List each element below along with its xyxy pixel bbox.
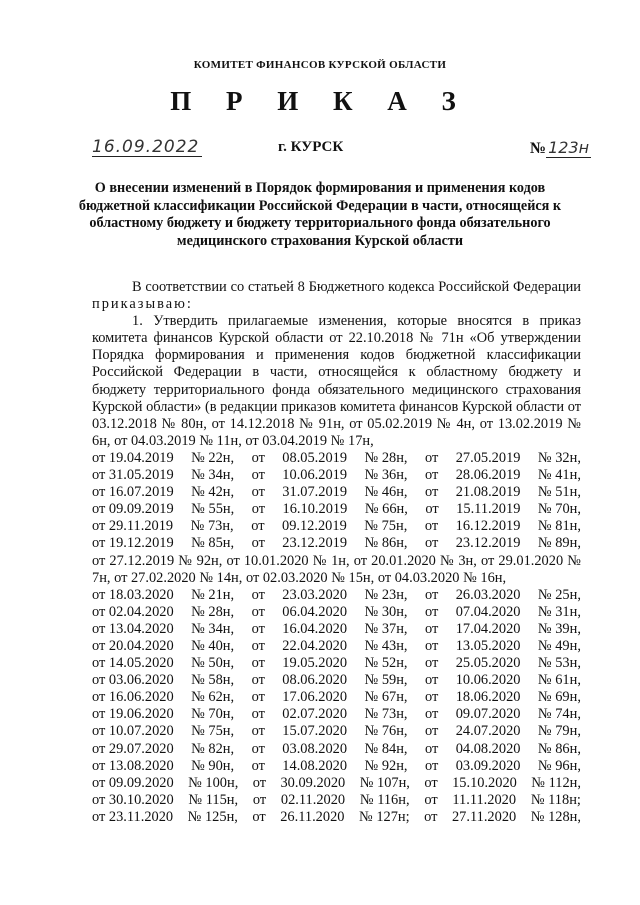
amendment-cell: от <box>251 706 265 723</box>
amendment-row <box>92 706 581 723</box>
amendment-cell: 17.04.2020 <box>455 620 521 637</box>
amendment-cell: от <box>252 774 267 791</box>
amendment-cell: 02.11.2020 <box>280 791 346 808</box>
organization-name: КОМИТЕТ ФИНАНСОВ КУРСКОЙ ОБЛАСТИ <box>193 59 447 71</box>
amendment-cell: 22.04.2020 <box>282 637 348 654</box>
amendment-cell: № 128н, <box>530 808 581 825</box>
amendment-row <box>92 792 581 809</box>
amendment-cell: от 16.06.2020 <box>92 689 174 706</box>
amendment-cell: от <box>251 757 265 774</box>
amendment-cell: № 34н, <box>191 620 235 637</box>
amendment-cell: от 30.10.2020 <box>92 791 174 808</box>
amendment-cell: от <box>251 603 265 620</box>
amendment-cell: № 23н, <box>364 586 408 603</box>
amendment-cell: № 53н, <box>537 655 581 672</box>
amendment-cell: от 23.11.2020 <box>92 808 174 825</box>
amendment-cell: от 13.08.2020 <box>92 757 174 774</box>
amendment-cell: 13.05.2020 <box>455 637 521 654</box>
amendment-cell: № 40н, <box>191 637 235 654</box>
preamble <box>92 279 581 313</box>
amendment-cell: 08.05.2019 <box>282 449 348 466</box>
amendment-cell: № 28н, <box>191 603 235 620</box>
amendment-cell: 15.10.2020 <box>452 774 517 791</box>
amendment-cell: № 51н, <box>537 484 581 501</box>
amendment-cell: № 86н, <box>537 740 581 757</box>
amendment-cell: № 46н, <box>364 484 408 501</box>
amendment-row <box>92 484 581 501</box>
amendment-cell: от <box>424 706 439 723</box>
amendment-row <box>92 638 581 655</box>
amendment-cell: № 107н, <box>359 774 410 791</box>
amendment-cell: от <box>424 757 439 774</box>
preamble-end: : <box>186 296 191 313</box>
amendment-cell: от <box>251 620 265 637</box>
amendment-row <box>92 450 581 467</box>
amendment-cell: от <box>424 723 439 740</box>
amendment-cell: 23.12.2019 <box>282 535 348 552</box>
amendment-cell: № 67н, <box>364 689 408 706</box>
amendment-cell: № 37н, <box>364 620 408 637</box>
amendment-cell: 07.04.2020 <box>455 603 521 620</box>
amendment-cell: 25.05.2020 <box>455 655 521 672</box>
amendment-cell: 17.06.2020 <box>282 689 348 706</box>
amendment-cell: № 30н, <box>364 603 408 620</box>
preamble-text: В соответствии со статьей 8 Бюджетного кодекса Российской Федерации <box>132 279 581 295</box>
amendment-cell: № 43н, <box>364 637 408 654</box>
amendment-cell: от <box>251 672 265 689</box>
amendment-cell: от <box>251 484 265 501</box>
amendment-cell: № 76н, <box>364 723 408 740</box>
amendment-cell: № 69н, <box>537 689 581 706</box>
amendment-cell: от <box>424 672 439 689</box>
amendment-cell: от <box>424 603 439 620</box>
amendment-cell: № 115н, <box>188 791 239 808</box>
amendment-cell: от <box>251 535 265 552</box>
amendment-cell: № 81н, <box>537 518 581 535</box>
amendment-cell: от <box>424 449 439 466</box>
amendment-cell: от 19.06.2020 <box>92 706 174 723</box>
document-city: г. КУРСК <box>278 139 344 155</box>
amendment-cell: 16.12.2019 <box>455 518 521 535</box>
amendment-cell: 16.10.2019 <box>282 501 348 518</box>
amendment-cell: № 52н, <box>364 655 408 672</box>
amendment-cell: № 90н, <box>191 757 235 774</box>
amendment-cell: 15.07.2020 <box>282 723 348 740</box>
amendment-cell: 09.07.2020 <box>455 706 521 723</box>
amendment-row <box>92 775 581 792</box>
amendment-row <box>92 723 581 740</box>
amendment-cell: от <box>424 774 438 791</box>
order-body <box>92 279 581 826</box>
amendment-cell: 06.04.2020 <box>282 603 348 620</box>
amendment-cell: 03.08.2020 <box>282 740 348 757</box>
amendments-paragraph-mid: от 27.12.2019 № 92н, от 10.01.2020 № 1н, от 20.01.2020 № 3н, от 29.01.2020 № 7н, от 27.02.2020 № 14н, от 02.03.2020 № 15н, от 04.03.2020 № 16н, <box>92 552 581 586</box>
amendment-cell: № 50н, <box>191 655 235 672</box>
amendment-row <box>92 587 581 604</box>
amendment-cell: № 92н, <box>364 757 408 774</box>
amendment-cell: № 61н, <box>537 672 581 689</box>
amendment-cell: от 03.06.2020 <box>92 672 174 689</box>
amendment-cell: от 31.05.2019 <box>92 467 174 484</box>
amendment-cell: от <box>424 740 439 757</box>
amendment-cell: № 41н, <box>537 467 581 484</box>
amendment-cell: от <box>251 637 265 654</box>
amendment-cell: 21.08.2019 <box>455 484 521 501</box>
amendment-cell: от <box>424 791 438 808</box>
amendment-cell: от 16.07.2019 <box>92 484 174 501</box>
amendment-cell: 03.09.2020 <box>455 757 521 774</box>
amendment-cell: № 116н, <box>359 791 410 808</box>
amendment-cell: № 74н, <box>537 706 581 723</box>
amendment-cell: от 02.04.2020 <box>92 603 174 620</box>
amendment-cell: от 18.03.2020 <box>92 586 174 603</box>
amendment-cell: от <box>251 449 265 466</box>
amendment-cell: № 96н, <box>537 757 581 774</box>
amendment-cell: 28.06.2019 <box>455 467 521 484</box>
amendment-cell: № 84н, <box>364 740 408 757</box>
amendment-cell: 26.11.2020 <box>280 808 345 825</box>
amendment-cell: 31.07.2019 <box>282 484 348 501</box>
amendment-cell: от <box>251 501 266 518</box>
amendment-cell: № 49н, <box>537 637 581 654</box>
amendment-cell: от 29.07.2020 <box>92 740 174 757</box>
document-date: 16.09.2022 <box>92 138 202 157</box>
amendment-cell: 14.08.2020 <box>282 757 348 774</box>
amendment-cell: № 42н, <box>191 484 235 501</box>
amendment-cell: от <box>251 689 265 706</box>
amendment-cell: № 36н, <box>364 467 408 484</box>
amendment-cell: от <box>424 467 439 484</box>
amendment-cell: № 22н, <box>191 449 235 466</box>
amendment-row <box>92 535 581 552</box>
amendment-row <box>92 501 581 518</box>
amendment-cell: № 58н, <box>191 672 235 689</box>
amendment-cell: 09.12.2019 <box>282 518 347 535</box>
amendment-cell: от <box>252 808 266 825</box>
amendment-cell: от <box>424 484 439 501</box>
amendment-row <box>92 518 581 535</box>
amendment-cell: 08.06.2020 <box>282 672 348 689</box>
amendment-cell: № 25н, <box>537 586 581 603</box>
amendment-cell: № 82н, <box>191 740 235 757</box>
amendment-cell: № 125н, <box>187 808 238 825</box>
amendment-cell: от <box>424 620 439 637</box>
amendment-cell: № 118н; <box>530 791 581 808</box>
amendment-cell: № 70н, <box>191 706 235 723</box>
amendment-cell: № 86н, <box>364 535 408 552</box>
amendment-cell: от <box>424 518 439 535</box>
amendment-cell: от 19.12.2019 <box>92 535 174 552</box>
amendment-cell: от <box>251 655 265 672</box>
amendment-cell: 15.11.2019 <box>456 501 521 518</box>
amendment-cell: от <box>251 518 265 535</box>
amendment-cell: № 32н, <box>537 449 581 466</box>
amendment-cell: от <box>424 586 439 603</box>
amendment-cell: 24.07.2020 <box>455 723 521 740</box>
amendments-list-b <box>92 587 581 826</box>
amendment-row <box>92 758 581 775</box>
amendment-cell: 30.09.2020 <box>280 774 346 791</box>
amendment-cell: 11.11.2020 <box>452 791 517 808</box>
document-number <box>530 138 591 158</box>
amendment-cell: от <box>251 740 265 757</box>
amendment-cell: № 75н, <box>364 518 408 535</box>
amendment-cell: № 34н, <box>191 467 235 484</box>
amendment-cell: 02.07.2020 <box>282 706 348 723</box>
amendment-cell: № 66н, <box>364 501 408 518</box>
amendment-cell: 10.06.2020 <box>455 672 521 689</box>
amendment-cell: № 31н, <box>537 603 581 620</box>
amendment-row <box>92 689 581 706</box>
amendment-cell: № 89н, <box>537 535 581 552</box>
amendment-cell: от 29.11.2019 <box>92 518 174 535</box>
amendment-cell: № 39н, <box>537 620 581 637</box>
amendment-cell: от <box>425 501 439 518</box>
amendment-cell: № 59н, <box>364 672 408 689</box>
amendment-cell: 18.06.2020 <box>455 689 521 706</box>
amendment-cell: № 62н, <box>191 689 235 706</box>
amendment-cell: от <box>424 637 439 654</box>
amendment-row <box>92 809 581 826</box>
item-1-paragraph: 1. Утвердить прилагаемые изменения, которые вносятся в приказ комитета финансов Курской области от 22.10.2018 № 71н «Об утверждении Порядка формирования и применения кодов бюджетной классификации Российской Федерации в части, относящейся к областному бюджету и бюджету территориального фонда обязательного медицинского страхования Курской области» (в редакции приказов комитета финансов Курской области от 03.12.2018 № 80н, от 14.12.2018 № 91н, от 05.02.2019 № 4н, от 13.02.2019 № 6н, от 04.03.2019 № 11н, от 03.04.2019 № 17н, <box>92 313 581 449</box>
amendment-cell: 23.03.2020 <box>282 586 348 603</box>
amendment-cell: 27.11.2020 <box>451 808 517 825</box>
amendment-cell: 04.08.2020 <box>455 740 521 757</box>
amendment-cell: № 73н, <box>190 518 234 535</box>
amendment-cell: № 70н, <box>537 501 581 518</box>
amendment-cell: № 79н, <box>537 723 581 740</box>
order-heading: О внесении изменений в Порядок формирования и применения кодов бюджетной классификации Российской Федерации в части, относящейся к областному бюджету и бюджету территориального фонда обязательного медицинского страхования Курской области <box>78 180 562 249</box>
amendment-cell: от <box>252 791 267 808</box>
amendment-cell: от 10.07.2020 <box>92 723 174 740</box>
amendment-cell: от <box>251 586 265 603</box>
amendment-cell: 26.03.2020 <box>455 586 521 603</box>
amendment-cell: от 13.04.2020 <box>92 620 174 637</box>
amendment-cell: от <box>251 723 265 740</box>
amendment-cell: от 14.05.2020 <box>92 655 174 672</box>
amendment-cell: № 28н, <box>364 449 408 466</box>
number-prefix: № <box>530 140 547 157</box>
amendment-cell: от 20.04.2020 <box>92 637 174 654</box>
amendment-cell: № 55н, <box>191 501 235 518</box>
amendment-cell: № 75н, <box>191 723 235 740</box>
amendments-list-a <box>92 450 581 553</box>
amendment-row <box>92 655 581 672</box>
amendment-cell: № 73н, <box>364 706 408 723</box>
amendment-cell: от 09.09.2020 <box>92 774 174 791</box>
number-handwritten: 123н <box>548 138 590 157</box>
amendment-cell: от <box>251 467 265 484</box>
amendment-row <box>92 621 581 638</box>
amendment-cell: № 127н; <box>359 808 410 825</box>
amendment-cell: от 09.09.2019 <box>92 501 174 518</box>
amendment-cell: 23.12.2019 <box>455 535 521 552</box>
amendment-cell: № 21н, <box>191 586 235 603</box>
amendment-cell: № 100н, <box>188 774 239 791</box>
amendment-cell: от <box>424 655 439 672</box>
amendment-cell: от <box>424 689 439 706</box>
amendment-row <box>92 604 581 621</box>
amendment-cell: № 85н, <box>191 535 235 552</box>
amendment-row <box>92 672 581 689</box>
amendment-cell: от <box>424 535 439 552</box>
amendment-cell: 27.05.2019 <box>455 449 521 466</box>
amendment-cell: 10.06.2019 <box>282 467 348 484</box>
document-title: П Р И К А З <box>170 86 470 116</box>
amendment-row <box>92 741 581 758</box>
amendment-cell: от 19.04.2019 <box>92 449 174 466</box>
amendment-cell: от <box>424 808 438 825</box>
preamble-order-word: приказываю <box>92 296 187 313</box>
amendment-cell: 19.05.2020 <box>282 655 348 672</box>
amendment-cell: 16.04.2020 <box>282 620 348 637</box>
amendment-cell: № 112н, <box>531 774 581 791</box>
amendment-row <box>92 467 581 484</box>
